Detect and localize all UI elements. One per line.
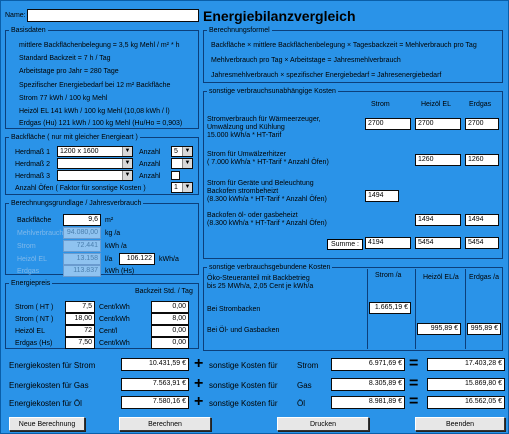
total-gas-label: Energiekosten für Gas bbox=[9, 381, 89, 390]
basis-line-1: mittlere Backflächenbelegung = 3,5 kg Mehl / m² * h bbox=[19, 42, 180, 49]
unabh-row-1-heizoel[interactable]: 2700 bbox=[415, 118, 461, 130]
basis-line-4: Spezifischer Energiebedarf bei 12 m² Backfläche bbox=[19, 82, 171, 89]
column-divider bbox=[415, 269, 416, 349]
herdmass-1-select[interactable]: 1200 x 1600 ▼ bbox=[57, 146, 133, 157]
strom-unit: kWh /a bbox=[105, 243, 127, 250]
basis-line-2: Standard Backzeit = 7 h / Tag bbox=[19, 55, 111, 62]
basis-line-5: Strom 77 kWh / 100 kg Mehl bbox=[19, 95, 108, 102]
backzeit-strom-nt-input[interactable]: 8,00 bbox=[151, 313, 189, 325]
summe-label: Summe : bbox=[327, 239, 363, 250]
backzeit-erdgas-input[interactable]: 0,00 bbox=[151, 337, 189, 349]
chevron-down-icon: ▼ bbox=[122, 171, 132, 180]
oefen-select[interactable]: 1 ▼ bbox=[171, 182, 193, 193]
berechnung-legend: Berechnungsgrundlage / Jahresverbrauch bbox=[11, 200, 142, 207]
heizoel-value: 13.158 bbox=[63, 253, 101, 265]
heizoel-kwh-unit: kWh/a bbox=[159, 256, 179, 263]
sonstige-oel-label: sonstige Kosten für bbox=[209, 399, 278, 408]
equals-icon: = bbox=[409, 375, 419, 392]
herdmass-3-label: Herdmaß 3 bbox=[15, 173, 51, 180]
unabh-row-2-label: Strom für Umwälzerhitzer ( 7.000 kWh/a * HT-Tarif * Anzahl Öfen) bbox=[207, 151, 329, 166]
preis-erdgas-input[interactable]: 7,50 bbox=[65, 337, 95, 349]
backzeit-strom-ht-input[interactable]: 0,00 bbox=[151, 301, 189, 313]
unabh-row-3-label: Strom für Geräte und Beleuchtung Backofen strombeheizt (8.300 kWh/a * HT-Tarif * Anzahl Öfen) bbox=[207, 180, 327, 203]
anzahl-3-label: Anzahl bbox=[139, 173, 161, 180]
preis-strom-nt-unit: Cent/kWh bbox=[99, 316, 130, 323]
berechnen-button[interactable]: Berechnen bbox=[119, 417, 211, 431]
mehl-unit: kg /a bbox=[105, 230, 121, 237]
col-heizoel-a-header: Heizöl EL/a bbox=[423, 274, 459, 281]
drucken-button[interactable]: Drucken bbox=[277, 417, 369, 431]
abh-row-1-label: Öko-Steueranteil mit Backbetrieg bis 25 MWh/a, 2,05 Cent je kWh/a bbox=[207, 275, 314, 290]
preis-erdgas-label: Erdgas (Hs) bbox=[15, 340, 53, 347]
herdmass-2-select[interactable] bbox=[57, 158, 133, 169]
sonstige-strom-label: sonstige Kosten für bbox=[209, 361, 278, 370]
sum-strom-value: 17.403,28 € bbox=[427, 358, 505, 371]
col-strom-header: Strom bbox=[371, 101, 390, 108]
total-oel-value: 7.580,16 € bbox=[121, 396, 189, 409]
unabhaengig-legend: sonstige verbrauchsunabhängige Kosten bbox=[209, 88, 336, 95]
unabh-row-3-strom[interactable]: 1494 bbox=[365, 190, 399, 202]
chevron-down-icon: ▼ bbox=[182, 159, 192, 168]
unabh-row-4-label: Backofen öl- oder gasbeheizt (8.300 kWh/a * HT-Tarif * Anzahl Öfen) bbox=[207, 212, 327, 227]
unabh-row-1-strom[interactable]: 2700 bbox=[365, 118, 411, 130]
summe-strom: 4194 bbox=[365, 237, 411, 249]
erdgas-label: Erdgas bbox=[17, 268, 40, 275]
equals-icon: = bbox=[409, 393, 419, 410]
total-strom-label: Energiekosten für Strom bbox=[9, 361, 96, 370]
sonstige-oel-value: 8.981,89 € bbox=[331, 396, 405, 409]
sonstige-gas-label: sonstige Kosten für bbox=[209, 381, 278, 390]
preis-strom-ht-unit: Cent/kWh bbox=[99, 304, 130, 311]
heizoel-label: Heizöl EL bbox=[17, 256, 47, 263]
chevron-down-icon: ▼ bbox=[182, 183, 192, 192]
preis-strom-ht-label: Strom ( HT ) bbox=[15, 304, 54, 311]
abhaengig-legend: sonstige verbrauchsgebundene Kosten bbox=[209, 264, 331, 271]
name-label: Name: bbox=[5, 12, 26, 19]
total-strom-value: 10.431,59 € bbox=[121, 358, 189, 371]
anzahl-3-checkbox[interactable] bbox=[171, 171, 180, 180]
energiepreis-legend: Energiepreis bbox=[11, 280, 51, 287]
sum-gas-value: 15.869,80 € bbox=[427, 378, 505, 391]
strom-value: 72.441 bbox=[63, 240, 101, 252]
sum-oel-value: 16.562,05 € bbox=[427, 396, 505, 409]
column-divider bbox=[367, 269, 368, 349]
herdmass-2-label: Herdmaß 2 bbox=[15, 161, 51, 168]
anzahl-2-select[interactable] bbox=[171, 158, 193, 169]
herdmass-1-label: Herdmaß 1 bbox=[15, 149, 51, 156]
herdmass-3-select[interactable] bbox=[57, 170, 133, 181]
basisdaten-legend: Basisdaten bbox=[11, 27, 46, 34]
oefen-label: Anzahl Öfen ( Faktor für sonstige Kosten ) bbox=[15, 185, 146, 192]
sonstige-gas-value: 8.305,89 € bbox=[331, 378, 405, 391]
abh-strombacken-value: 1.665,19 € bbox=[369, 302, 411, 314]
unabh-row-4-erdgas[interactable]: 1494 bbox=[465, 214, 499, 226]
abh-row-3-label: Bei Öl- und Gasbacken bbox=[207, 327, 280, 334]
preis-heizoel-input[interactable]: 72 bbox=[65, 325, 95, 337]
chevron-down-icon: ▼ bbox=[122, 159, 132, 168]
chevron-down-icon: ▼ bbox=[122, 147, 132, 156]
unabh-row-4-heizoel[interactable]: 1494 bbox=[415, 214, 461, 226]
plus-icon: + bbox=[194, 393, 204, 410]
basis-line-7: Erdgas (Hu) 121 kWh / 100 kg Mehl (Hu/Ho = 0,903) bbox=[19, 120, 183, 127]
equals-icon: = bbox=[409, 355, 419, 372]
col-strom-a-header: Strom /a bbox=[375, 272, 402, 279]
erdgas-value: 113.837 bbox=[63, 265, 101, 277]
mehl-value: 94.080,00 bbox=[63, 227, 101, 239]
total-oel-label: Energiekosten für Öl bbox=[9, 399, 82, 408]
page-title: Energiebilanzvergleich bbox=[203, 8, 356, 24]
preis-strom-ht-input[interactable]: 7,5 bbox=[65, 301, 95, 313]
unabh-row-1-erdgas[interactable]: 2700 bbox=[465, 118, 499, 130]
sonstige-strom-value: 6.971,69 € bbox=[331, 358, 405, 371]
anzahl-1-label: Anzahl bbox=[139, 149, 161, 156]
abh-oelbacken-heizoel: 995,89 € bbox=[417, 323, 461, 335]
formel-line-1: Backfläche × mittlere Backflächenbelegung × Tagesbackzeit = Mehlverbrauch pro Tag bbox=[211, 42, 477, 49]
backflaeche-label: Backfläche bbox=[17, 217, 52, 224]
basis-line-6: Heizöl EL 141 kWh / 100 kg Mehl (10,08 kWh / l) bbox=[19, 108, 170, 115]
sonstige-gas-kind: Gas bbox=[297, 381, 312, 390]
anzahl-2-label: Anzahl bbox=[139, 161, 161, 168]
formel-legend: Berechnungsformel bbox=[209, 27, 270, 34]
chevron-down-icon: ▼ bbox=[182, 147, 192, 156]
heizoel-unit: l/a bbox=[105, 256, 113, 263]
column-divider bbox=[465, 269, 466, 349]
unabh-row-2-heizoel[interactable]: 1260 bbox=[415, 154, 461, 166]
summe-erdgas: 5454 bbox=[465, 237, 499, 249]
plus-icon: + bbox=[194, 375, 204, 392]
preis-strom-nt-label: Strom ( NT ) bbox=[15, 316, 54, 323]
summe-heizoel: 5454 bbox=[415, 237, 461, 249]
col-erdgas-a-header: Erdgas /a bbox=[469, 274, 499, 281]
strom-label: Strom bbox=[17, 243, 36, 250]
backzeit-heizoel-input[interactable]: 0,00 bbox=[151, 325, 189, 337]
plus-icon: + bbox=[194, 355, 204, 372]
heizoel-kwh-value: 106.122 bbox=[119, 253, 155, 265]
total-gas-value: 7.563,91 € bbox=[121, 378, 189, 391]
sonstige-strom-kind: Strom bbox=[297, 361, 319, 370]
erdgas-unit: kWh (Hs) bbox=[105, 268, 135, 275]
abh-oelbacken-erdgas: 995,89 € bbox=[467, 323, 501, 335]
col-heizoel-header: Heizöl EL bbox=[421, 101, 451, 108]
preis-strom-nt-input[interactable]: 18,00 bbox=[65, 313, 95, 325]
unabh-row-2-erdgas[interactable]: 1260 bbox=[465, 154, 499, 166]
mehl-label: Mehlverbrauch bbox=[17, 230, 64, 237]
backflaeche-legend: Backfläche ( nur mit gleicher Energieart ) bbox=[11, 134, 138, 141]
berechnung-group bbox=[5, 203, 199, 275]
formel-line-2: Mehlverbrauch pro Tag × Arbeitstage = Jahresmehlverbrauch bbox=[211, 57, 401, 64]
preis-heizoel-unit: Cent/l bbox=[99, 328, 118, 335]
col-erdgas-header: Erdgas bbox=[469, 101, 492, 108]
backzeit-header: Backzeit Std. / Tag bbox=[135, 288, 193, 295]
sonstige-oel-kind: Öl bbox=[297, 399, 305, 408]
backflaeche-unit: m² bbox=[105, 217, 114, 224]
basis-line-3: Arbeitstage pro Jahr = 280 Tage bbox=[19, 68, 119, 75]
anzahl-1-select[interactable]: 5 ▼ bbox=[171, 146, 193, 157]
backflaeche-value: 9,6 bbox=[63, 214, 101, 226]
preis-heizoel-label: Heizöl EL bbox=[15, 328, 45, 335]
name-input[interactable] bbox=[27, 9, 199, 22]
formel-line-3: Jahresmehlverbrauch × spezifischer Energiebedarf = Jahresenergiebedarf bbox=[211, 72, 442, 79]
preis-erdgas-unit: Cent/kWh bbox=[99, 340, 130, 347]
neue-berechnung-button[interactable]: Neue Berechnung bbox=[9, 417, 85, 431]
abh-row-2-label: Bei Strombacken bbox=[207, 306, 261, 313]
unabh-row-1-label: Stromverbrauch für Wärmeerzeuger, Umwälzung und Kühlung 15.000 kWh/a * HT-Tarif bbox=[207, 116, 321, 139]
beenden-button[interactable]: Beenden bbox=[415, 417, 505, 431]
